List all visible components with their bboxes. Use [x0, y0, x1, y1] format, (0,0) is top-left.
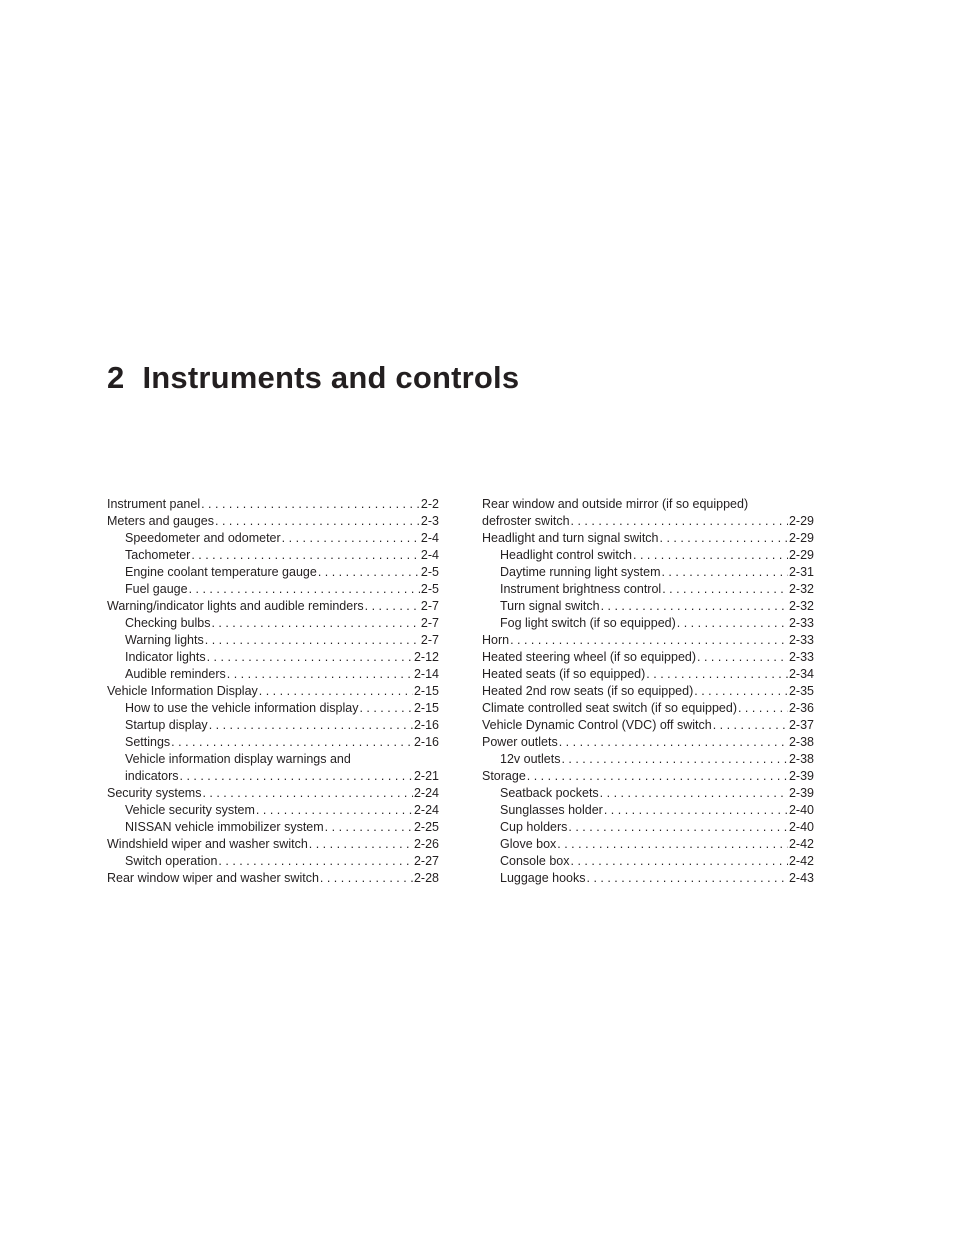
toc-entry[interactable] — [107, 819, 439, 836]
toc-entry-title: Vehicle Information Display — [107, 684, 258, 698]
toc-page-number: 2-16 — [413, 735, 439, 749]
toc-leader-dots — [713, 717, 788, 734]
toc-entry-title: Meters and gauges — [107, 514, 215, 528]
toc-entry[interactable] — [482, 547, 814, 564]
toc-entry-title: Switch operation — [125, 854, 218, 868]
toc-leader-dots — [571, 853, 788, 870]
toc-entry-title: Tachometer — [125, 548, 191, 562]
toc-entry-title: Settings — [125, 735, 171, 749]
toc-entry[interactable] — [482, 853, 814, 870]
toc-entry-title: Glove box — [500, 837, 557, 851]
toc-entry[interactable] — [482, 802, 814, 819]
toc-entry-title: defroster switch — [482, 514, 570, 528]
toc-entry-title: Rear window and outside mirror (if so equipped) — [482, 497, 749, 511]
toc-leader-dots — [604, 802, 788, 819]
toc-entry[interactable] — [482, 564, 814, 581]
toc-entry[interactable] — [107, 870, 439, 887]
toc-entry[interactable] — [107, 683, 439, 700]
toc-entry[interactable] — [482, 700, 814, 717]
toc-leader-dots — [600, 785, 788, 802]
toc-entry-title: Fog light switch (if so equipped) — [500, 616, 676, 630]
toc-leader-dots — [557, 836, 788, 853]
toc-page-number: 2-31 — [788, 565, 814, 579]
toc-page-number: 2-36 — [788, 701, 814, 715]
toc-entry-title: 12v outlets — [500, 752, 561, 766]
toc-page-number: 2-21 — [413, 769, 439, 783]
toc-entry[interactable] — [482, 632, 814, 649]
toc-page-number: 2-24 — [413, 786, 439, 800]
toc-entry-title: Daytime running light system — [500, 565, 661, 579]
toc-entry[interactable] — [482, 785, 814, 802]
toc-entry[interactable] — [482, 734, 814, 751]
toc-entry-title: Headlight and turn signal switch — [482, 531, 659, 545]
toc-page-number: 2-39 — [788, 786, 814, 800]
toc-entry-title: Audible reminders — [125, 667, 226, 681]
toc-leader-dots — [309, 836, 413, 853]
toc-leader-dots — [738, 700, 788, 717]
toc-leader-dots — [202, 785, 413, 802]
toc-leader-dots — [256, 802, 413, 819]
toc-leader-dots — [207, 649, 413, 666]
toc-page-number: 2-40 — [788, 820, 814, 834]
toc-page-number: 2-35 — [788, 684, 814, 698]
toc-entry[interactable] — [482, 598, 814, 615]
toc-entry[interactable] — [482, 768, 814, 785]
toc-page-number: 2-33 — [788, 633, 814, 647]
toc-page-number: 2-37 — [788, 718, 814, 732]
chapter-number: 2 — [107, 360, 125, 395]
toc-leader-dots — [209, 717, 413, 734]
toc-page-number: 2-34 — [788, 667, 814, 681]
toc-page-number: 2-4 — [420, 531, 439, 545]
chapter-title — [107, 360, 519, 396]
toc-entry-title: Horn — [482, 633, 510, 647]
toc-page-number: 2-43 — [788, 871, 814, 885]
toc-page-number: 2-7 — [420, 633, 439, 647]
toc-entry-title: Turn signal switch — [500, 599, 600, 613]
toc-entry-title: Instrument brightness control — [500, 582, 662, 596]
toc-page-number: 2-38 — [788, 735, 814, 749]
toc-entry[interactable] — [107, 734, 439, 751]
toc-entry[interactable] — [482, 683, 814, 700]
toc-entry-title: Sunglasses holder — [500, 803, 603, 817]
toc-page-number: 2-5 — [420, 582, 439, 596]
toc-entry[interactable] — [107, 802, 439, 819]
toc-entry-title: Heated 2nd row seats (if so equipped) — [482, 684, 694, 698]
toc-entry[interactable] — [107, 598, 439, 615]
toc-entry[interactable] — [482, 513, 814, 530]
toc-page-number: 2-15 — [413, 684, 439, 698]
toc-page-number: 2-28 — [413, 871, 439, 885]
toc-entry-title: Indicator lights — [125, 650, 206, 664]
toc-entry-line[interactable] — [107, 751, 439, 768]
toc-entry-title: Warning lights — [125, 633, 204, 647]
toc-entry[interactable] — [107, 768, 439, 785]
toc-leader-dots — [180, 768, 413, 785]
toc-entry[interactable] — [482, 581, 814, 598]
chapter-title-text: Instruments and controls — [142, 360, 520, 395]
toc-entry-title: Headlight control switch — [500, 548, 633, 562]
toc-entry-line[interactable] — [482, 496, 814, 513]
toc-leader-dots — [201, 496, 420, 513]
toc-entry-title: Startup display — [125, 718, 208, 732]
toc-leader-dots — [568, 819, 788, 836]
toc-page-number: 2-42 — [788, 837, 814, 851]
toc-entry-title: Checking bulbs — [125, 616, 211, 630]
toc-entry[interactable] — [482, 615, 814, 632]
toc-page-number: 2-29 — [788, 531, 814, 545]
toc-leader-dots — [359, 700, 413, 717]
toc-entry-title: Windshield wiper and washer switch — [107, 837, 308, 851]
toc-entry-title: Cup holders — [500, 820, 568, 834]
toc-page-number: 2-26 — [413, 837, 439, 851]
toc-entry[interactable] — [482, 751, 814, 768]
toc-leader-dots — [205, 632, 420, 649]
toc-page-number: 2-4 — [420, 548, 439, 562]
toc-entry[interactable] — [482, 649, 814, 666]
toc-entry-title: Luggage hooks — [500, 871, 586, 885]
toc-entry-title: Console box — [500, 854, 570, 868]
toc-entry[interactable] — [107, 615, 439, 632]
toc-entry-title: Storage — [482, 769, 526, 783]
toc-page-number: 2-39 — [788, 769, 814, 783]
toc-entry[interactable] — [107, 785, 439, 802]
toc-entry[interactable] — [482, 870, 814, 887]
toc-entry[interactable] — [107, 564, 439, 581]
toc-leader-dots — [227, 666, 413, 683]
toc-page-number: 2-2 — [420, 497, 439, 511]
toc-entry[interactable] — [107, 649, 439, 666]
toc-entry[interactable] — [107, 632, 439, 649]
toc-entry[interactable] — [107, 836, 439, 853]
toc-page-number: 2-5 — [420, 565, 439, 579]
toc-entry-title: Rear window wiper and washer switch — [107, 871, 319, 885]
toc-leader-dots — [320, 870, 413, 887]
toc-entry-title: Vehicle Dynamic Control (VDC) off switch — [482, 718, 712, 732]
toc-leader-dots — [527, 768, 788, 785]
toc-entry[interactable] — [107, 513, 439, 530]
toc-leader-dots — [215, 513, 420, 530]
toc-leader-dots — [318, 564, 420, 581]
toc-entry-title: Instrument panel — [107, 497, 201, 511]
toc-entry[interactable] — [107, 853, 439, 870]
toc-entry[interactable] — [482, 836, 814, 853]
toc-page-number: 2-3 — [420, 514, 439, 528]
toc-page-number: 2-14 — [413, 667, 439, 681]
toc-page-number: 2-15 — [413, 701, 439, 715]
toc-entry[interactable] — [107, 666, 439, 683]
toc-entry-title: Vehicle information display warnings and — [125, 752, 351, 766]
toc-leader-dots — [633, 547, 788, 564]
toc-leader-dots — [661, 564, 787, 581]
toc-leader-dots — [211, 615, 419, 632]
toc-right-column — [482, 496, 814, 887]
toc-entry[interactable] — [107, 700, 439, 717]
toc-entry-title: Heated seats (if so equipped) — [482, 667, 646, 681]
toc-leader-dots — [325, 819, 413, 836]
toc-page-number: 2-42 — [788, 854, 814, 868]
toc-page-number: 2-25 — [413, 820, 439, 834]
toc-leader-dots — [189, 581, 420, 598]
toc-page-number: 2-24 — [413, 803, 439, 817]
toc-entry-title: NISSAN vehicle immobilizer system — [125, 820, 324, 834]
toc-entry-title: Warning/indicator lights and audible reminders — [107, 599, 364, 613]
toc-entry-title: Engine coolant temperature gauge — [125, 565, 317, 579]
toc-page-number: 2-32 — [788, 599, 814, 613]
toc-page-number: 2-16 — [413, 718, 439, 732]
toc-leader-dots — [697, 649, 788, 666]
toc-leader-dots — [694, 683, 788, 700]
toc-entry-title: Speedometer and odometer — [125, 531, 281, 545]
toc-leader-dots — [510, 632, 788, 649]
toc-entry[interactable] — [107, 581, 439, 598]
toc-leader-dots — [365, 598, 420, 615]
toc-leader-dots — [282, 530, 420, 547]
toc-entry-title: How to use the vehicle information display — [125, 701, 359, 715]
toc-leader-dots — [559, 734, 788, 751]
toc-entry[interactable] — [482, 666, 814, 683]
toc-leader-dots — [171, 734, 413, 751]
toc-page-number: 2-29 — [788, 548, 814, 562]
toc-page-number: 2-29 — [788, 514, 814, 528]
toc-leader-dots — [259, 683, 413, 700]
toc-page-number: 2-40 — [788, 803, 814, 817]
toc-page-number: 2-12 — [413, 650, 439, 664]
toc-entry-title: Climate controlled seat switch (if so equipped) — [482, 701, 737, 715]
toc-page-number: 2-32 — [788, 582, 814, 596]
toc-entry-title: Seatback pockets — [500, 786, 599, 800]
toc-page-number: 2-33 — [788, 616, 814, 630]
toc-leader-dots — [587, 870, 788, 887]
toc-leader-dots — [601, 598, 788, 615]
toc-leader-dots — [660, 530, 788, 547]
toc-entry[interactable] — [107, 717, 439, 734]
toc-page-number: 2-38 — [788, 752, 814, 766]
toc-leader-dots — [218, 853, 413, 870]
toc-entry[interactable] — [107, 496, 439, 513]
toc-leader-dots — [191, 547, 420, 564]
toc-page-number: 2-33 — [788, 650, 814, 664]
toc-page-number: 2-27 — [413, 854, 439, 868]
toc-leader-dots — [571, 513, 788, 530]
toc-entry-title: Power outlets — [482, 735, 558, 749]
toc-left-column — [107, 496, 439, 887]
toc-entry-title: Fuel gauge — [125, 582, 188, 596]
toc-leader-dots — [662, 581, 788, 598]
toc-entry[interactable] — [482, 530, 814, 547]
toc-leader-dots — [677, 615, 788, 632]
toc-leader-dots — [646, 666, 788, 683]
toc-entry-title: indicators — [125, 769, 179, 783]
toc-page-number: 2-7 — [420, 599, 439, 613]
toc-entry-title: Vehicle security system — [125, 803, 255, 817]
toc-entry-title: Security systems — [107, 786, 202, 800]
toc-page-number: 2-7 — [420, 616, 439, 630]
toc-entry-title: Heated steering wheel (if so equipped) — [482, 650, 697, 664]
toc-entry[interactable] — [107, 530, 439, 547]
toc-entry[interactable] — [107, 547, 439, 564]
toc-entry[interactable] — [482, 717, 814, 734]
toc-entry[interactable] — [482, 819, 814, 836]
toc-leader-dots — [561, 751, 788, 768]
